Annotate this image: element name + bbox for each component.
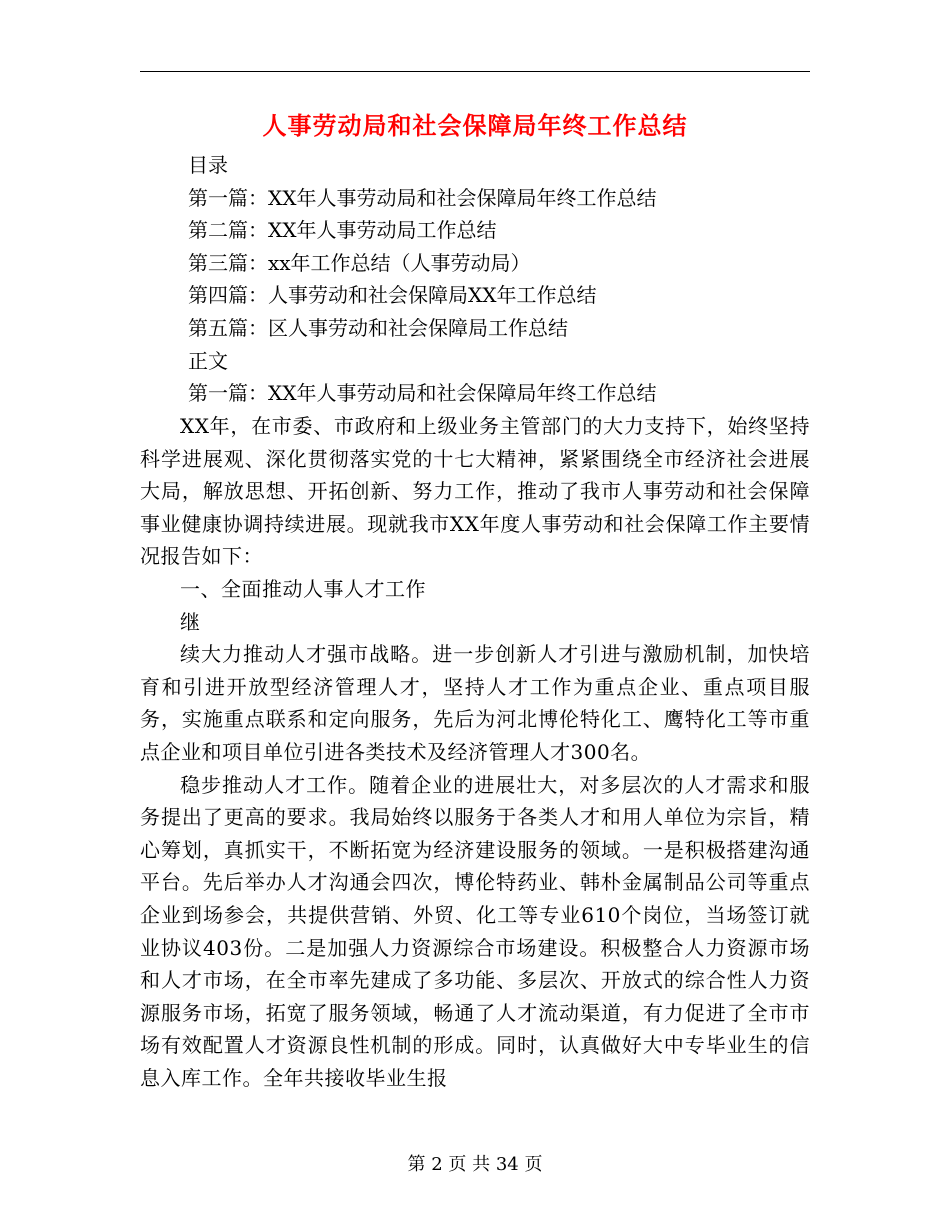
toc-item-4: 第四篇：人事劳动和社会保障局XX年工作总结 (188, 283, 597, 308)
header-rule (140, 71, 810, 72)
paragraph-talent-strategy: 续大力推动人才强市战略。进一步创新人才引进与激励机制，加快培育和引进开放型经济管理人才，坚持人才工作为重点企业、重点项目服务，实施重点联系和定向服务，先后为河北博伦特化工、鹰特化工等市重点企业和项目单位引进各类技术及经济管理人才300名。 (140, 642, 810, 764)
body-heading: 正文 (188, 348, 228, 373)
toc-heading: 目录 (188, 153, 228, 177)
table-of-contents (188, 149, 810, 410)
section-title-1: 第一篇：XX年人事劳动局和社会保障局年终工作总结 (188, 381, 657, 406)
toc-item-1: 第一篇：XX年人事劳动局和社会保障局年终工作总结 (188, 185, 657, 210)
page-footer: 第 2 页 共 34 页 (407, 1154, 543, 1175)
document-title: 人事劳动局和社会保障局年终工作总结 (262, 111, 688, 140)
toc-item-3: 第三篇：xx年工作总结（人事劳动局） (188, 250, 531, 275)
paragraph-fragment: 继 (180, 609, 201, 634)
section-heading-1: 一、全面推动人事人才工作 (180, 576, 426, 601)
document-body (140, 410, 810, 1094)
toc-item-2: 第二篇：XX年人事劳动局工作总结 (188, 218, 497, 243)
toc-item-5: 第五篇：区人事劳动和社会保障局工作总结 (188, 315, 568, 340)
paragraph-intro: XX年，在市委、市政府和上级业务主管部门的大力支持下，始终坚持科学进展观、深化贯彻落实党的十七大精神，紧紧围绕全市经济社会进展大局，解放思想、开拓创新、努力工作，推动了我市人事劳动和社会保障事业健康协调持续进展。现就我市XX年度人事劳动和社会保障工作主要情况报告如下： (140, 414, 810, 569)
paragraph-talent-work: 稳步推动人才工作。随着企业的进展壮大，对多层次的人才需求和服务提出了更高的要求。我局始终以服务于各类人才和用人单位为宗旨，精心筹划，真抓实干，不断拓宽为经济建设服务的领域。一是积极搭建沟通平台。先后举办人才沟通会四次，博伦特药业、韩朴金属制品公司等重点企业到场参会，共提供营销、外贸、化工等专业610个岗位，当场签订就业协议403份。二是加强人力资源综合市场建设。积极整合人力资源市场和人才市场，在全市率先建成了多功能、多层次、开放式的综合性人力资源服务市场，拓宽了服务领域，畅通了人才流动渠道，有力促进了全市市场有效配置人才资源良性机制的形成。同时，认真做好大中专毕业生的信息入库工作。全年共接收毕业生报 (140, 772, 810, 1090)
